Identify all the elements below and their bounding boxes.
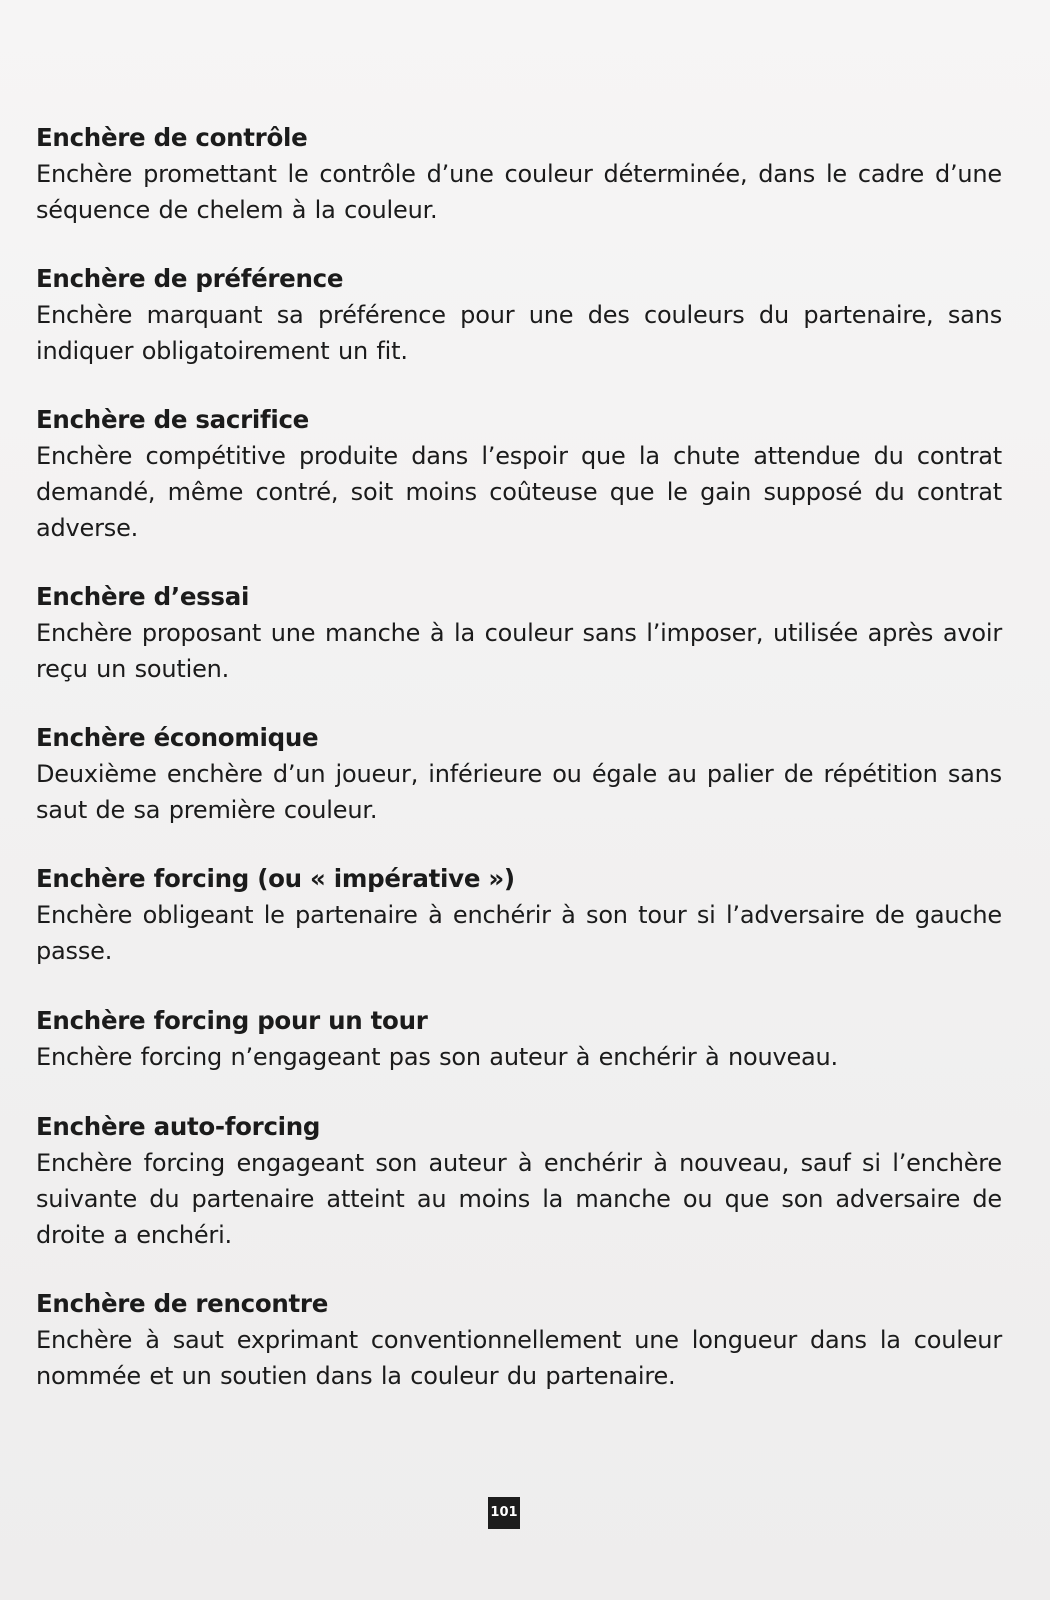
glossary-definition: Enchère forcing n’engageant pas son auteur à enchérir à nouveau. bbox=[36, 1043, 838, 1071]
glossary-entry bbox=[36, 261, 1002, 369]
glossary-entry bbox=[36, 720, 1002, 828]
glossary-definition: Enchère proposant une manche à la couleur sans l’imposer, utilisée après avoir reçu un soutien. bbox=[36, 619, 1002, 683]
glossary-entry bbox=[36, 120, 1002, 228]
glossary-term: Enchère d’essai bbox=[36, 582, 250, 611]
glossary-term: Enchère de contrôle bbox=[36, 123, 308, 152]
glossary-term: Enchère économique bbox=[36, 723, 319, 752]
glossary-entry bbox=[36, 861, 1002, 969]
glossary-term: Enchère de rencontre bbox=[36, 1289, 329, 1318]
glossary-definition: Enchère marquant sa préférence pour une des couleurs du partenaire, sans indiquer obligatoirement un fit. bbox=[36, 301, 1002, 365]
glossary-term: Enchère forcing (ou « impérative ») bbox=[36, 864, 515, 893]
glossary-term: Enchère forcing pour un tour bbox=[36, 1006, 428, 1035]
glossary-entry bbox=[36, 402, 1002, 546]
glossary-definition: Enchère à saut exprimant conventionnellement une longueur dans la couleur nommée et un soutien dans la couleur du partenaire. bbox=[36, 1326, 1002, 1390]
glossary-definition: Enchère forcing engageant son auteur à enchérir à nouveau, sauf si l’enchère suivante du partenaire atteint au moins la manche ou que son adversaire de droite a enchéri. bbox=[36, 1149, 1002, 1249]
glossary-term: Enchère de préférence bbox=[36, 264, 344, 293]
glossary-entry bbox=[36, 1003, 1002, 1075]
glossary-definition: Enchère promettant le contrôle d’une couleur déterminée, dans le cadre d’une séquence de chelem à la couleur. bbox=[36, 160, 1002, 224]
glossary-entry bbox=[36, 579, 1002, 687]
glossary-definition: Deuxième enchère d’un joueur, inférieure ou égale au palier de répétition sans saut de sa première couleur. bbox=[36, 760, 1002, 824]
glossary-term: Enchère auto-forcing bbox=[36, 1112, 321, 1141]
glossary-entry bbox=[36, 1109, 1002, 1253]
glossary-term: Enchère de sacrifice bbox=[36, 405, 309, 434]
glossary-definition: Enchère compétitive produite dans l’espoir que la chute attendue du contrat demandé, même contré, soit moins coûteuse que le gain supposé du contrat adverse. bbox=[36, 442, 1002, 542]
page-number: 101 bbox=[488, 1497, 520, 1529]
glossary-entry bbox=[36, 1286, 1002, 1394]
glossary-definition: Enchère obligeant le partenaire à enchérir à son tour si l’adversaire de gauche passe. bbox=[36, 901, 1002, 965]
